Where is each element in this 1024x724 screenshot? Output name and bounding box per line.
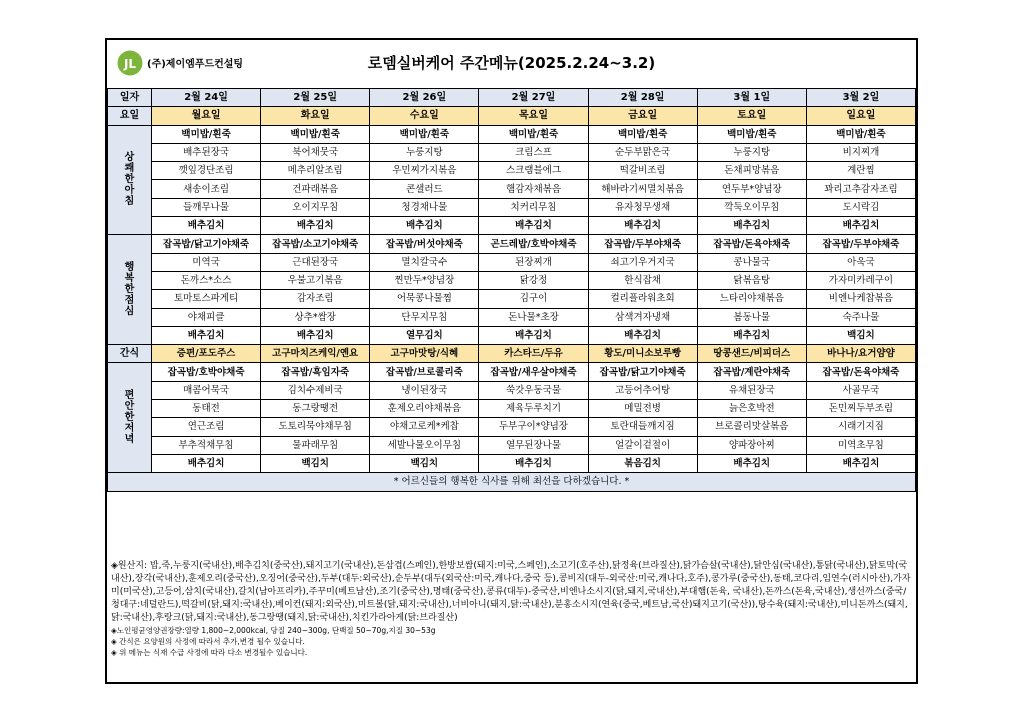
breakfast-menu-item: 치커리무침	[479, 198, 588, 216]
lunch-menu-item: 가자미카레구이	[806, 271, 915, 289]
lunch-menu-item: 배추김치	[261, 326, 370, 344]
date-label: 일자	[108, 89, 152, 107]
breakfast-label-char: 상	[124, 152, 135, 164]
dinner-label-char: 한	[124, 412, 135, 424]
breakfast-menu-item: 꽈리고추감자조림	[806, 180, 915, 198]
breakfast-menu-item: 배추김치	[152, 217, 261, 235]
breakfast-label-char: 한	[124, 174, 135, 186]
lunch-menu-item: 잡곡밥/두부야채죽	[806, 235, 915, 253]
dinner-menu-item: 시래기지짐	[806, 418, 915, 436]
logo-glyph: JL	[123, 57, 137, 71]
lunch-label-char: 심	[124, 306, 135, 318]
lunch-menu-item: 잡곡밥/버섯야채죽	[370, 235, 479, 253]
breakfast-menu-item: 순두부맑은국	[588, 143, 697, 161]
lunch-menu-item: 잡곡밥/소고기야채죽	[261, 235, 370, 253]
lunch-label-char: 한	[124, 284, 135, 296]
lunch-label-char: 점	[124, 295, 135, 307]
lunch-menu-item: 어묵콩나물찜	[370, 290, 479, 308]
dinner-menu-item: 세발나물오이무침	[370, 436, 479, 454]
dinner-menu-item: 야채고로케*케찹	[370, 418, 479, 436]
lunch-menu-item: 한식잡채	[588, 271, 697, 289]
day-cell: 일요일	[806, 107, 915, 125]
header	[107, 40, 916, 88]
dinner-menu-item: 도토리묵야채무침	[261, 418, 370, 436]
breakfast-menu-item: 들깨무나물	[152, 198, 261, 216]
lunch-menu-item: 찐만두*양념장	[370, 271, 479, 289]
breakfast-menu-item: 도시락김	[806, 198, 915, 216]
lunch-menu-item: 멸치칼국수	[370, 253, 479, 271]
lunch-menu-item: 미역국	[152, 253, 261, 271]
dinner-row	[108, 418, 916, 436]
breakfast-menu-item: 건파래볶음	[261, 180, 370, 198]
dinner-label	[108, 363, 152, 473]
dinner-menu-item: 양파장아찌	[697, 436, 806, 454]
dinner-label-char: 저	[124, 423, 135, 435]
lunch-menu-item: 감자조림	[261, 290, 370, 308]
breakfast-menu-item: 해바라기씨멸치볶음	[588, 180, 697, 198]
breakfast-menu-item: 백미밥/흰죽	[697, 125, 806, 143]
breakfast-menu-item: 북어채뭇국	[261, 143, 370, 161]
snack-item: 증편/포도주스	[152, 345, 261, 363]
nutrition-note: ◈노인평균영양권장량:열량 1,800~2,000kcal, 당질 240~300g, 단백질 50~70g,지질 30~53g	[111, 626, 436, 635]
lunch-menu-item: 잡곡밥/돈육야채죽	[697, 235, 806, 253]
dinner-menu-item: 두부구이*양념장	[479, 418, 588, 436]
dinner-menu-item: 미역초무침	[806, 436, 915, 454]
dinner-menu-item: 배추김치	[479, 454, 588, 472]
date-row	[108, 89, 916, 107]
lunch-row	[108, 290, 916, 308]
breakfast-menu-item: 백미밥/흰죽	[479, 125, 588, 143]
lunch-menu-item: 곤드레밥/호박야채죽	[479, 235, 588, 253]
breakfast-label-char: 침	[124, 196, 135, 208]
day-row	[108, 107, 916, 125]
breakfast-menu-item: 스크램블에그	[479, 162, 588, 180]
lunch-menu-item: 숙주나물	[806, 308, 915, 326]
breakfast-menu-item: 배추김치	[261, 217, 370, 235]
page-title: 로뎀실버케어 주간메뉴(2025.2.24~3.2)	[367, 54, 656, 72]
dinner-menu-item: 열무된장나물	[479, 436, 588, 454]
notice-text: * 어르신들의 행복한 식사를 위해 최선을 다하겠습니다. *	[108, 473, 916, 491]
dinner-menu-item: 배추김치	[697, 454, 806, 472]
breakfast-menu-item: 유자청무생채	[588, 198, 697, 216]
breakfast-row	[108, 162, 916, 180]
day-cell: 화요일	[261, 107, 370, 125]
lunch-menu-item: 쇠고기우거지국	[588, 253, 697, 271]
breakfast-menu-item: 백미밥/흰죽	[261, 125, 370, 143]
lunch-menu-item: 상추*쌈장	[261, 308, 370, 326]
lunch-menu-item: 돈까스*소스	[152, 271, 261, 289]
breakfast-label	[108, 125, 152, 235]
breakfast-row	[108, 217, 916, 235]
lunch-menu-item: 아욱국	[806, 253, 915, 271]
dinner-menu-item: 부추적채무침	[152, 436, 261, 454]
dinner-menu-item: 쑥갓우동국물	[479, 381, 588, 399]
dinner-row	[108, 454, 916, 472]
breakfast-row	[108, 125, 916, 143]
breakfast-menu-item: 깍둑오이무침	[697, 198, 806, 216]
company-name: (주)제이엠푸드컨설팅	[147, 59, 244, 70]
breakfast-menu-item: 배추김치	[479, 217, 588, 235]
lunch-menu-item: 열무김치	[370, 326, 479, 344]
lunch-row	[108, 253, 916, 271]
breakfast-menu-item: 떡갈비조림	[588, 162, 697, 180]
breakfast-menu-item: 배추김치	[370, 217, 479, 235]
date-cell: 2월 28일	[588, 89, 697, 107]
snack-change-note: ◈ 간식은 요양원의 사정에 따라서 추가,변경 될수 있습니다.	[111, 637, 305, 646]
lunch-row	[108, 326, 916, 344]
lunch-menu-item: 컬리플라워초회	[588, 290, 697, 308]
dinner-menu-item: 잡곡밥/닭고기야채죽	[588, 363, 697, 381]
date-cell: 2월 25일	[261, 89, 370, 107]
notice-row	[108, 473, 916, 491]
lunch-menu-item: 콩나물국	[697, 253, 806, 271]
breakfast-menu-item: 깻잎경단조림	[152, 162, 261, 180]
lunch-menu-item: 배추김치	[588, 326, 697, 344]
snack-item: 고구마치즈케익/옌요	[261, 345, 370, 363]
lunch-menu-item: 김구이	[479, 290, 588, 308]
dinner-menu-item: 냉이된장국	[370, 381, 479, 399]
dinner-menu-item: 잡곡밥/계란야채죽	[697, 363, 806, 381]
snack-item: 황도/미니소보루빵	[588, 345, 697, 363]
lunch-menu-item: 느타리야채볶음	[697, 290, 806, 308]
dinner-menu-item: 연근조림	[152, 418, 261, 436]
breakfast-menu-item: 새송이조림	[152, 180, 261, 198]
dinner-menu-item: 얼갈이겉절이	[588, 436, 697, 454]
snack-label: 간식	[108, 345, 152, 363]
breakfast-label-char: 아	[124, 185, 135, 197]
dinner-menu-item: 토란대들깨지짐	[588, 418, 697, 436]
date-cell: 2월 26일	[370, 89, 479, 107]
breakfast-menu-item: 비지찌개	[806, 143, 915, 161]
breakfast-menu-item: 백미밥/흰죽	[370, 125, 479, 143]
lunch-label-char: 복	[124, 273, 135, 285]
snack-item: 바나나/요거얌얌	[806, 345, 915, 363]
breakfast-row	[108, 198, 916, 216]
breakfast-menu-item: 백미밥/흰죽	[806, 125, 915, 143]
lunch-menu-item: 야채피클	[152, 308, 261, 326]
dinner-row	[108, 400, 916, 418]
breakfast-row	[108, 143, 916, 161]
dinner-menu-item: 백김치	[261, 454, 370, 472]
dinner-menu-item: 늙은호박전	[697, 400, 806, 418]
origin-note: ◈원산지: 밥,죽,누룽지(국내산),배추김치(중국산),돼지고기(국내산),돈삼겹(스페인),한방보쌈(돼지:미국,스페인),소고기(호주산),닭정육(브라질산),닭가슴살(국내산),닭안심(국내산),통닭(국내산),닭토막(국내산),장각(국내산),훈제오리(중국산),오징어(중국산),두부(대두:외국산),순두부(대두(외국산:미국,캐나다,중국 등),콩비지(대두-외국산:미국,캐나다,호주),콩가루(중국산),동태,코다리,임연수(러시아산),가자미(미국산),고등어,삼치(국내산),갈치(남아프리카),주꾸미(베트남산),조기(중국산),명태(중국산),콩류(대두)-중국산,비엔나소시지(닭,돼지,국내산),부대햄(돈육, 국내산),돈까스(돈육,국내산),생선까스(중국/청대구:네덜란드),떡갈비(닭,돼지:국내산),베이컨(돼지:외국산),미트볼(닭,돼지:국내산),너비아니(돼지,닭:국내산),분홍소시지(연육(중국,베트남,국산)돼지고기(국산)),탕수육(돼지:국내산),미니돈까스(돼지,닭:국내산),후랑크(닭,돼지:국내산),동그랑땡(돼지,닭:국내산),치킨가라아게(닭:브라질산)	[111, 561, 911, 623]
breakfast-label-char: 쾌	[124, 163, 135, 175]
dinner-row	[108, 436, 916, 454]
breakfast-menu-item: 배추된장국	[152, 143, 261, 161]
day-label: 요일	[108, 107, 152, 125]
dinner-menu-item: 잡곡밥/흑임자죽	[261, 363, 370, 381]
lunch-row	[108, 271, 916, 289]
dinner-menu-item: 잡곡밥/돈육야채죽	[806, 363, 915, 381]
lunch-menu-item: 닭볶음탕	[697, 271, 806, 289]
dinner-menu-item: 물파래무침	[261, 436, 370, 454]
menu-table	[107, 88, 916, 492]
lunch-menu-item: 비엔나케찹볶음	[806, 290, 915, 308]
breakfast-menu-item: 누룽지탕	[370, 143, 479, 161]
dinner-menu-item: 유채된장국	[697, 381, 806, 399]
dinner-menu-item: 메밀전병	[588, 400, 697, 418]
lunch-label	[108, 235, 152, 345]
date-cell: 2월 24일	[152, 89, 261, 107]
dinner-menu-item: 잡곡밥/호박야채죽	[152, 363, 261, 381]
lunch-menu-item: 배추김치	[152, 326, 261, 344]
dinner-menu-item: 돈민찌두부조림	[806, 400, 915, 418]
day-cell: 토요일	[697, 107, 806, 125]
dinner-menu-item: 동태전	[152, 400, 261, 418]
lunch-menu-item: 백김치	[806, 326, 915, 344]
breakfast-menu-item: 누룽지탕	[697, 143, 806, 161]
breakfast-menu-item: 오이지무침	[261, 198, 370, 216]
date-cell: 3월 2일	[806, 89, 915, 107]
menu-sheet	[105, 38, 918, 684]
lunch-menu-item: 돈나물*초장	[479, 308, 588, 326]
dinner-menu-item: 브로콜리맛살볶음	[697, 418, 806, 436]
breakfast-menu-item: 배추김치	[697, 217, 806, 235]
dinner-menu-item: 잡곡밥/브로콜리죽	[370, 363, 479, 381]
lunch-menu-item: 봄동나물	[697, 308, 806, 326]
lunch-menu-item: 잡곡밥/닭고기야채죽	[152, 235, 261, 253]
snack-item: 땅콩샌드/비피더스	[697, 345, 806, 363]
day-cell: 수요일	[370, 107, 479, 125]
breakfast-menu-item: 연두부*양념장	[697, 180, 806, 198]
dinner-label-char: 녁	[124, 434, 135, 446]
dinner-menu-item: 고등어추어탕	[588, 381, 697, 399]
lunch-menu-item: 삼색겨자냉채	[588, 308, 697, 326]
snack-row	[108, 345, 916, 363]
lunch-menu-item: 토마토스파게티	[152, 290, 261, 308]
snack-item: 카스타드/두유	[479, 345, 588, 363]
lunch-menu-item: 배추김치	[479, 326, 588, 344]
dinner-label-char: 편	[124, 390, 135, 402]
day-cell: 월요일	[152, 107, 261, 125]
lunch-row	[108, 235, 916, 253]
breakfast-menu-item: 콘샐러드	[370, 180, 479, 198]
snack-item: 고구마맛탕/식혜	[370, 345, 479, 363]
date-cell: 3월 1일	[697, 89, 806, 107]
breakfast-menu-item: 메추리알조림	[261, 162, 370, 180]
lunch-menu-item: 우불고기볶음	[261, 271, 370, 289]
dinner-menu-item: 배추김치	[806, 454, 915, 472]
menu-change-note: ◈ 위 메뉴는 식재 수급 사정에 따라 다소 변경될수 있습니다.	[111, 648, 308, 657]
day-cell: 목요일	[479, 107, 588, 125]
breakfast-menu-item: 계란찜	[806, 162, 915, 180]
date-cell: 2월 27일	[479, 89, 588, 107]
dinner-menu-item: 잡곡밥/새우살야채죽	[479, 363, 588, 381]
breakfast-row	[108, 180, 916, 198]
lunch-row	[108, 308, 916, 326]
lunch-label-char: 행	[124, 262, 135, 274]
lunch-menu-item: 닭강정	[479, 271, 588, 289]
dinner-menu-item: 동그랑땡전	[261, 400, 370, 418]
lunch-menu-item: 된장찌개	[479, 253, 588, 271]
lunch-menu-item: 근대된장국	[261, 253, 370, 271]
dinner-menu-item: 볶음김치	[588, 454, 697, 472]
breakfast-menu-item: 배추김치	[588, 217, 697, 235]
breakfast-menu-item: 배추김치	[806, 217, 915, 235]
breakfast-menu-item: 우민찌가지볶음	[370, 162, 479, 180]
lunch-menu-item: 배추김치	[697, 326, 806, 344]
dinner-menu-item: 매콤어묵국	[152, 381, 261, 399]
dinner-row	[108, 381, 916, 399]
breakfast-menu-item: 백미밥/흰죽	[152, 125, 261, 143]
dinner-row	[108, 363, 916, 381]
dinner-menu-item: 훈제오리야채볶음	[370, 400, 479, 418]
dinner-menu-item: 제육두루치기	[479, 400, 588, 418]
dinner-menu-item: 사골무국	[806, 381, 915, 399]
breakfast-menu-item: 돈채피망볶음	[697, 162, 806, 180]
lunch-menu-item: 단무지무침	[370, 308, 479, 326]
breakfast-menu-item: 햄감자채볶음	[479, 180, 588, 198]
lunch-menu-item: 잡곡밥/두부야채죽	[588, 235, 697, 253]
dinner-menu-item: 김치수제비국	[261, 381, 370, 399]
breakfast-menu-item: 청경채나물	[370, 198, 479, 216]
dinner-menu-item: 배추김치	[152, 454, 261, 472]
footer-notes	[111, 560, 911, 658]
dinner-menu-item: 백김치	[370, 454, 479, 472]
breakfast-menu-item: 백미밥/흰죽	[588, 125, 697, 143]
dinner-label-char: 안	[124, 401, 135, 413]
breakfast-menu-item: 크림스프	[479, 143, 588, 161]
day-cell: 금요일	[588, 107, 697, 125]
